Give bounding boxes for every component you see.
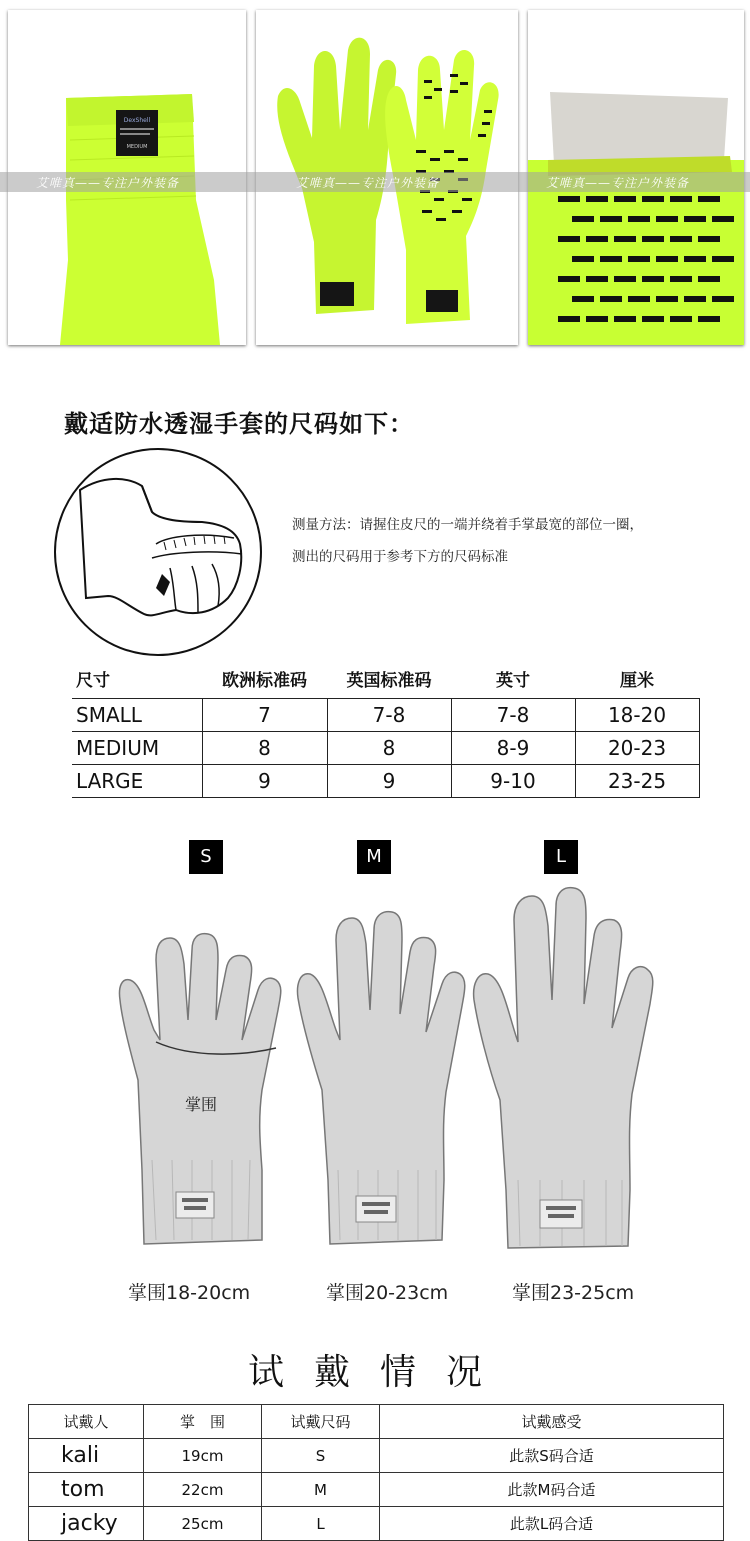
header-trial-size: 试戴尺码 [262, 1405, 380, 1439]
trial-size-value: M [262, 1473, 380, 1507]
measure-instruction-line2: 测出的尺码用于参考下方的尺码标准 [292, 549, 508, 565]
inch-value: 9-10 [451, 764, 575, 797]
watermark-text: 艾唯真——专注户外装备 [546, 176, 690, 190]
palm-value: 22cm [144, 1473, 262, 1507]
trial-header-row [29, 1405, 724, 1439]
uk-size-value: 8 [327, 731, 451, 764]
feedback-text: 此款M码合适 [380, 1473, 724, 1507]
table-row [72, 731, 699, 764]
uk-size-value: 7-8 [327, 698, 451, 731]
eu-size-value: 7 [202, 698, 327, 731]
header-cm: 厘米 [620, 671, 654, 692]
glove-caption-small: 掌围18-20cm [128, 1282, 251, 1304]
eu-size-value: 9 [202, 764, 327, 797]
header-tester: 试戴人 [29, 1405, 144, 1439]
trial-size-value: S [262, 1439, 380, 1473]
header-size: 尺寸 [76, 671, 110, 692]
size-guide-heading: 戴适防水透湿手套的尺码如下： [64, 410, 414, 438]
size-name: SMALL [72, 698, 202, 731]
table-row [29, 1439, 724, 1473]
glove-small-sketch [112, 880, 288, 1252]
inch-value: 8-9 [451, 731, 575, 764]
palm-value: 25cm [144, 1507, 262, 1541]
size-badge-s: S [189, 840, 223, 874]
trial-section-title: 试戴情况 [248, 1352, 513, 1393]
watermark-text: 艾唯真——专注户外装备 [296, 176, 440, 190]
size-badge-l: L [544, 840, 578, 874]
palm-value: 19cm [144, 1439, 262, 1473]
uk-size-value: 9 [327, 764, 451, 797]
cm-value: 23-25 [575, 764, 699, 797]
size-badge-m: M [357, 840, 391, 874]
eu-size-value: 8 [202, 731, 327, 764]
svg-text:DexShell: DexShell [123, 117, 151, 124]
feedback-text: 此款L码合适 [380, 1507, 724, 1541]
trial-table [28, 1404, 724, 1541]
glove-caption-large: 掌围23-25cm [512, 1282, 635, 1304]
measure-instruction-line1: 测量方法：请握住皮尺的一端并绕着手掌最宽的部位一圈， [292, 517, 643, 533]
header-palm: 掌 围 [144, 1405, 262, 1439]
inch-value: 7-8 [451, 698, 575, 731]
glove-large-sketch [466, 880, 658, 1252]
header-feedback: 试戴感受 [380, 1405, 724, 1439]
size-chart-header-row [72, 660, 699, 698]
tester-name: jacky [29, 1507, 144, 1541]
header-uk-size: 英国标准码 [346, 671, 432, 692]
size-chart-table [72, 660, 700, 798]
size-name: MEDIUM [72, 731, 202, 764]
tester-name: tom [29, 1473, 144, 1507]
feedback-text: 此款S码合适 [380, 1439, 724, 1473]
glove-caption-medium: 掌围20-23cm [326, 1282, 449, 1304]
trial-size-value: L [262, 1507, 380, 1541]
table-row [29, 1507, 724, 1541]
header-inch: 英寸 [496, 671, 530, 692]
table-row [72, 698, 699, 731]
table-row [29, 1473, 724, 1507]
tester-name: kali [29, 1439, 144, 1473]
palm-circumference-label: 掌围 [185, 1095, 218, 1114]
svg-text:MEDIUM: MEDIUM [126, 144, 148, 150]
hand-measure-illustration [52, 446, 264, 658]
table-row [72, 764, 699, 797]
header-eu-size: 欧洲标准码 [222, 671, 307, 692]
cm-value: 20-23 [575, 731, 699, 764]
watermark-text: 艾唯真——专注户外装备 [36, 176, 180, 190]
cm-value: 18-20 [575, 698, 699, 731]
glove-medium-sketch [290, 880, 472, 1252]
size-name: LARGE [72, 764, 202, 797]
